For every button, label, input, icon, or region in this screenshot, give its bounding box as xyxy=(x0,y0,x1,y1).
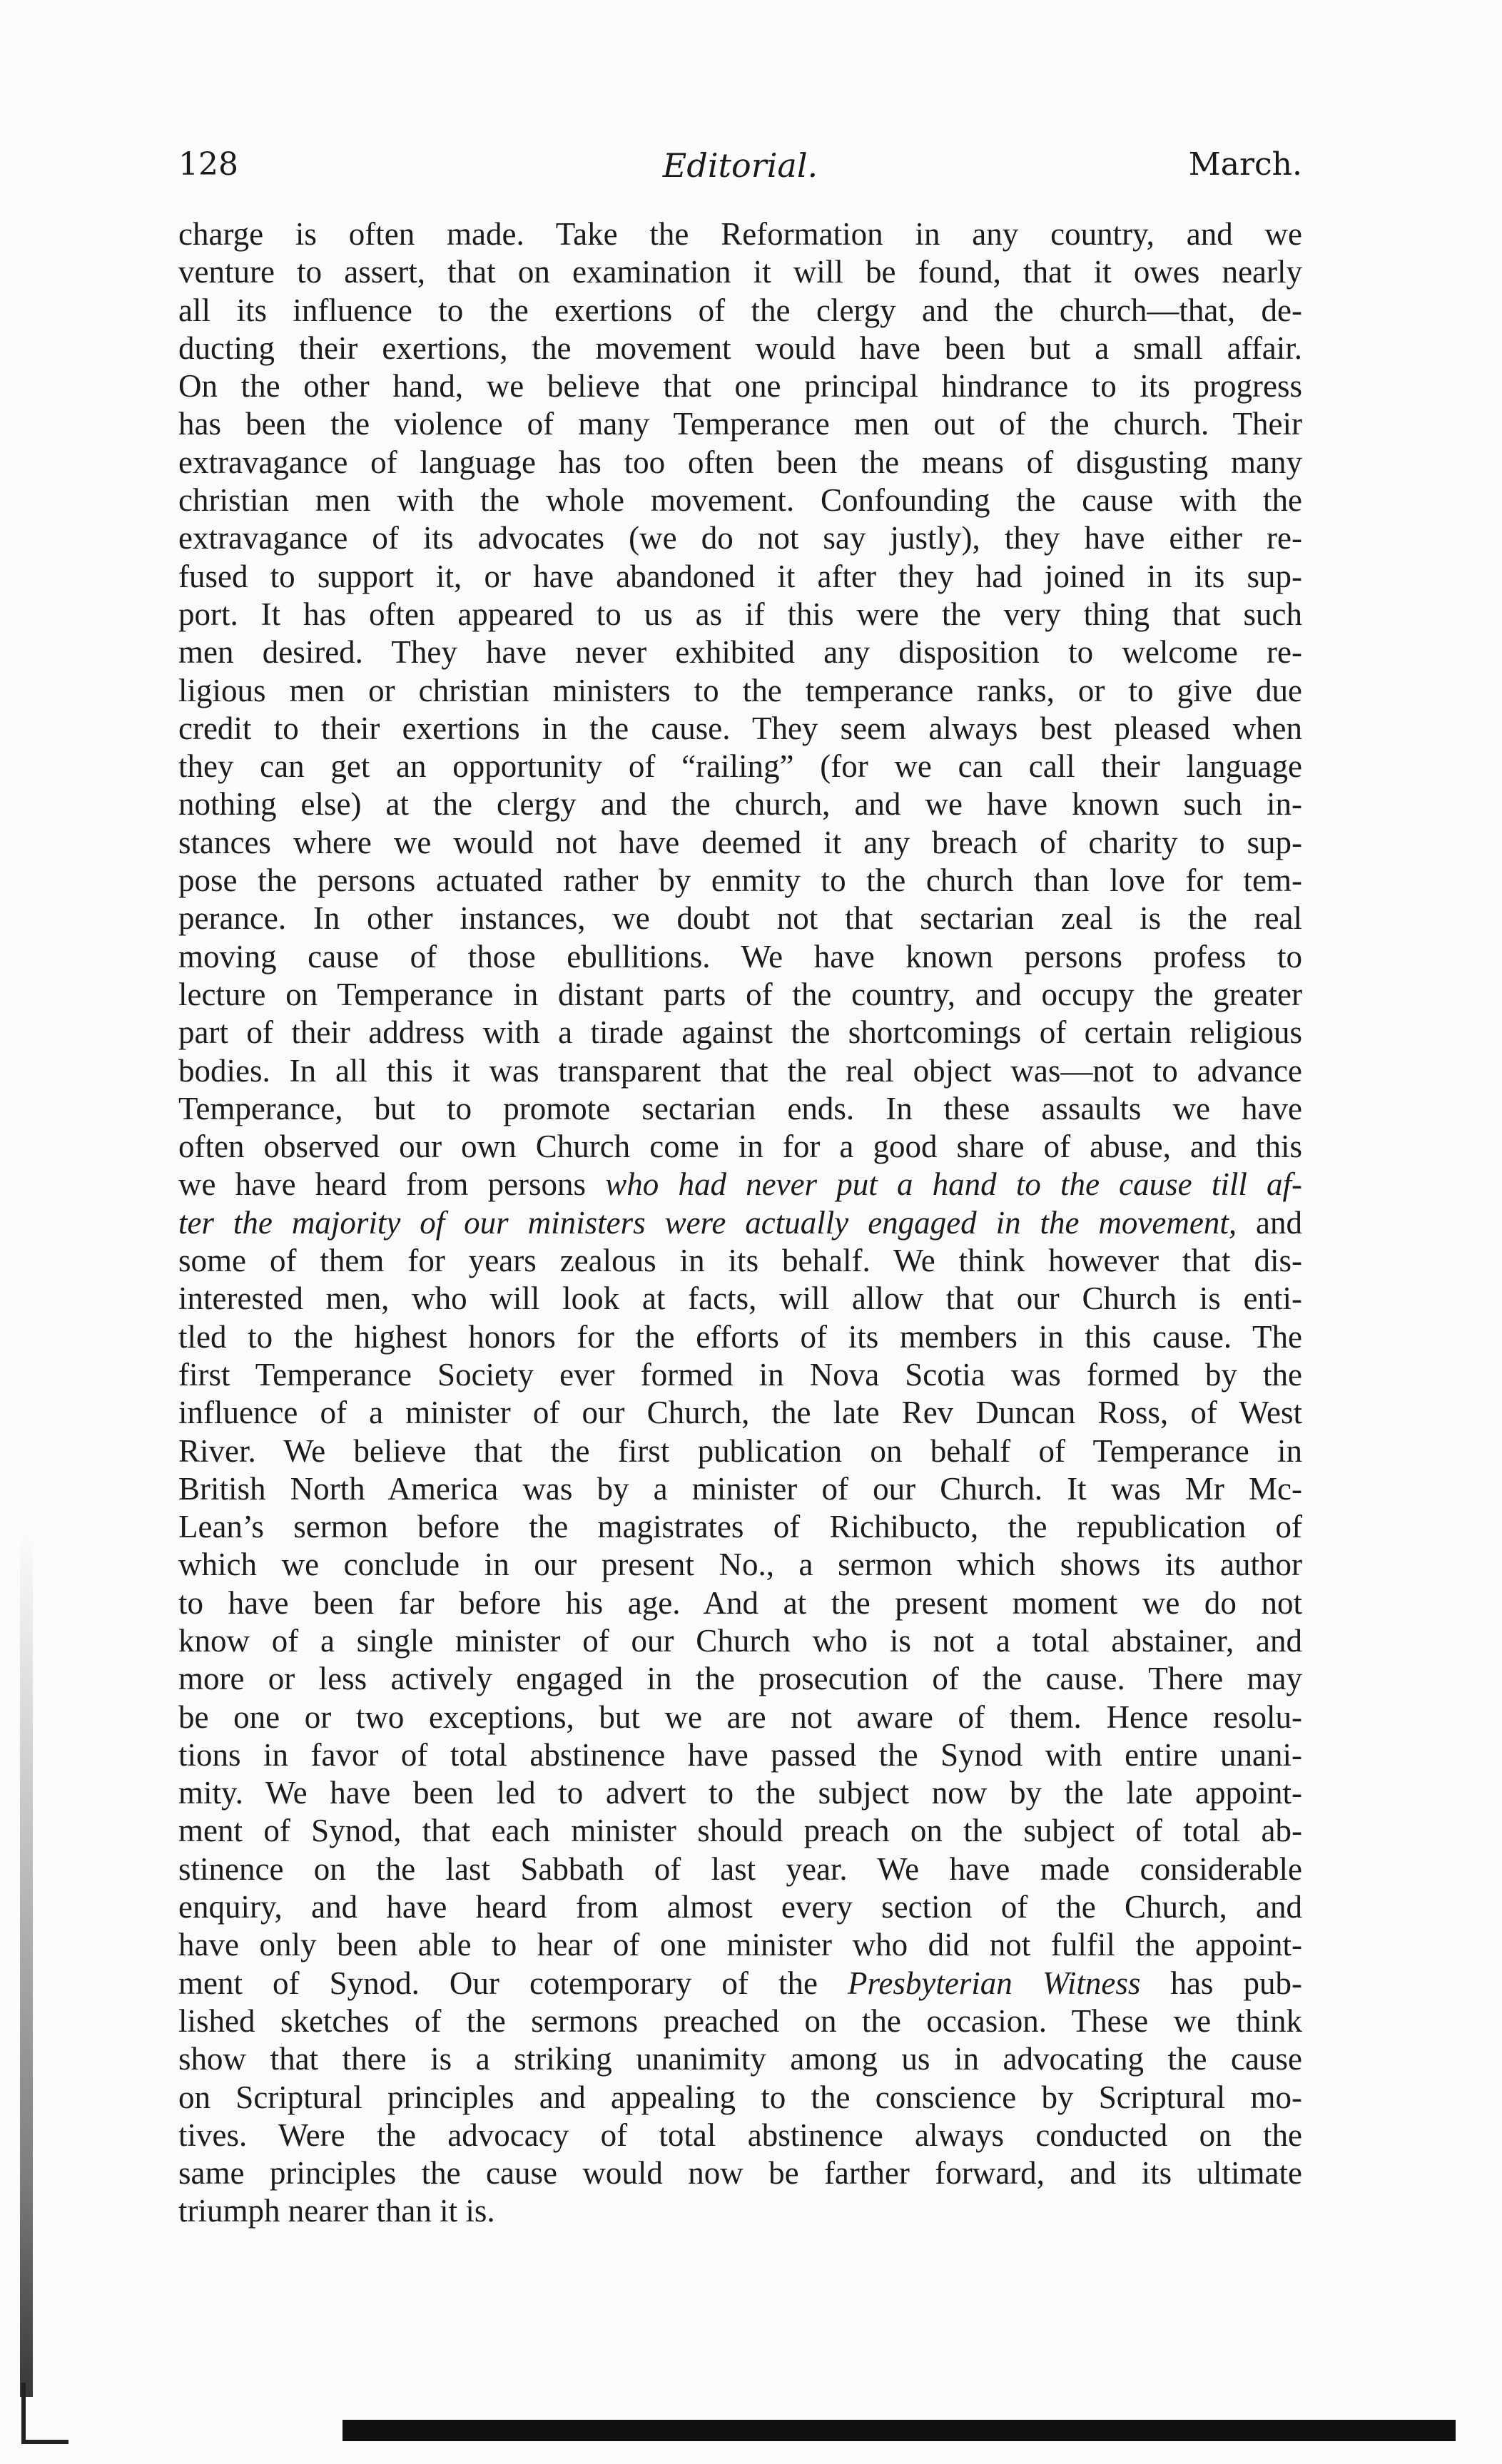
text-run: ducting their exertions, the movement would have been but a small affair. xyxy=(178,330,1302,366)
text-line xyxy=(178,2040,1302,2078)
corner-scan-mark xyxy=(21,2383,68,2444)
text-line xyxy=(178,1508,1302,1546)
text-run: to have been far before his age. And at the present moment we do not xyxy=(178,1584,1302,1621)
text-run: first Temperance Society ever formed in Nova Scotia was formed by the xyxy=(178,1356,1302,1393)
text-run: stances where we would not have deemed it any breach of charity to sup- xyxy=(178,824,1302,860)
text-line xyxy=(178,710,1302,748)
text-line xyxy=(178,748,1302,785)
text-line xyxy=(178,596,1302,633)
text-line xyxy=(178,2192,1302,2230)
text-run: all its influence to the exertions of the clergy and the church—that, de- xyxy=(178,292,1302,328)
text-line xyxy=(178,1926,1302,1964)
text-run: stinence on the last Sabbath of last year. We have made considerable xyxy=(178,1850,1302,1887)
text-line xyxy=(178,1014,1302,1052)
text-line xyxy=(178,253,1302,291)
text-line xyxy=(178,785,1302,823)
text-line xyxy=(178,1546,1302,1584)
italic-text-run: who had never put a hand to the cause till af- xyxy=(605,1166,1302,1203)
text-run: ment of Synod, that each minister should preach on the subject of total ab- xyxy=(178,1813,1302,1849)
text-line xyxy=(178,1242,1302,1280)
bottom-scan-rule xyxy=(342,2420,1456,2441)
text-line xyxy=(178,633,1302,671)
text-line xyxy=(178,405,1302,443)
text-line xyxy=(178,976,1302,1014)
text-line xyxy=(178,292,1302,330)
text-run: pose the persons actuated rather by enmity to the church than love for tem- xyxy=(178,862,1302,899)
text-run: know of a single minister of our Church who is not a total abstainer, and xyxy=(178,1622,1302,1659)
text-run: often observed our own Church come in for a good share of abuse, and this xyxy=(178,1129,1302,1165)
text-line xyxy=(178,1965,1302,2002)
text-line xyxy=(178,2117,1302,2154)
text-line xyxy=(178,862,1302,900)
text-line xyxy=(178,367,1302,405)
text-line xyxy=(178,1394,1302,1432)
page-number: 128 xyxy=(178,146,238,183)
text-run: has been the violence of many Temperance men out of the church. Their xyxy=(178,406,1302,442)
margin-scan-artifact xyxy=(20,1534,33,2397)
text-run: mity. We have been led to advert to the subject now by the late appoint- xyxy=(178,1775,1302,1811)
text-line xyxy=(178,2079,1302,2117)
text-run: which we conclude in our present No., a sermon which shows its author xyxy=(178,1547,1302,1583)
text-line xyxy=(178,1052,1302,1090)
text-line xyxy=(178,1128,1302,1166)
text-line xyxy=(178,1318,1302,1356)
text-run: on Scriptural principles and appealing to the conscience by Scriptural mo- xyxy=(178,2079,1302,2115)
text-line xyxy=(178,1584,1302,1622)
running-title: Editorial. xyxy=(662,146,818,185)
text-run: British North America was by a minister of our Church. It was Mr Mc- xyxy=(178,1470,1302,1507)
text-line xyxy=(178,1470,1302,1508)
text-line xyxy=(178,1888,1302,1926)
text-run: On the other hand, we believe that one principal hindrance to its progress xyxy=(178,368,1302,404)
text-run: they can get an opportunity of “railing” (for we can call their language xyxy=(178,748,1302,785)
text-run: show that there is a striking unanimity among us in advocating the cause xyxy=(178,2041,1302,2077)
running-head xyxy=(178,146,1302,189)
text-line xyxy=(178,215,1302,253)
text-line xyxy=(178,519,1302,557)
text-run: ment of Synod. Our cotemporary of the xyxy=(178,1965,848,2001)
text-run: nothing else) at the clergy and the church, and we have known such in- xyxy=(178,786,1302,823)
text-line xyxy=(178,900,1302,937)
text-run: extravagance of its advocates (we do not say justly), they have either re- xyxy=(178,520,1302,556)
text-run: Lean’s sermon before the magistrates of Richibucto, the republication of xyxy=(178,1509,1302,1545)
text-line xyxy=(178,1812,1302,1850)
text-line xyxy=(178,672,1302,710)
text-run: more or less actively engaged in the prosecution of the cause. There may xyxy=(178,1661,1302,1697)
text-run: Temperance, but to promote sectarian ends. In these assaults we have xyxy=(178,1090,1302,1126)
editorial-body-text xyxy=(178,215,1302,2231)
text-line xyxy=(178,2154,1302,2192)
text-run: River. We believe that the first publication on behalf of Temperance in xyxy=(178,1432,1302,1469)
text-line xyxy=(178,1774,1302,1812)
text-line xyxy=(178,330,1302,367)
text-run: moving cause of those ebullitions. We have known persons profess to xyxy=(178,938,1302,974)
text-run: christian men with the whole movement. Confounding the cause with the xyxy=(178,482,1302,519)
text-run: interested men, who will look at facts, will allow that our Church is enti- xyxy=(178,1281,1302,1317)
text-line xyxy=(178,1622,1302,1660)
text-line xyxy=(178,824,1302,862)
text-run: tives. Were the advocacy of total abstinence always conducted on the xyxy=(178,2117,1302,2153)
text-run: credit to their exertions in the cause. They seem always best pleased when xyxy=(178,710,1302,746)
text-line xyxy=(178,1850,1302,1888)
text-run: venture to assert, that on examination it will be found, that it owes nearly xyxy=(178,254,1302,290)
text-line xyxy=(178,1660,1302,1698)
text-run: some of them for years zealous in its behalf. We think however that dis- xyxy=(178,1243,1302,1279)
text-line xyxy=(178,938,1302,976)
text-line xyxy=(178,1204,1302,1242)
text-line xyxy=(178,2002,1302,2040)
text-line xyxy=(178,1432,1302,1470)
text-run: tled to the highest honors for the efforts of its members in this cause. The xyxy=(178,1318,1302,1355)
text-run: we have heard from persons xyxy=(178,1166,606,1203)
text-run: men desired. They have never exhibited any disposition to welcome re- xyxy=(178,634,1302,671)
text-line xyxy=(178,1090,1302,1128)
text-run: extravagance of language has too often been the means of disgusting many xyxy=(178,444,1302,480)
text-run: enquiry, and have heard from almost every section of the Church, and xyxy=(178,1889,1302,1925)
running-month: March. xyxy=(1188,146,1302,183)
text-run: and xyxy=(1237,1204,1302,1241)
text-run: be one or two exceptions, but we are not aware of them. Hence resolu- xyxy=(178,1699,1302,1735)
text-line xyxy=(178,558,1302,596)
text-run: port. It has often appeared to us as if this were the very thing that such xyxy=(178,596,1302,632)
text-run: lecture on Temperance in distant parts of the country, and occupy the greater xyxy=(178,976,1302,1012)
text-line xyxy=(178,1356,1302,1394)
text-run: fused to support it, or have abandoned it after they had joined in its sup- xyxy=(178,558,1302,594)
text-run: bodies. In all this it was transparent that the real object was—not to advance xyxy=(178,1052,1302,1089)
text-line xyxy=(178,1699,1302,1736)
italic-text-run: ter the majority of our ministers were actually engaged in the movement, xyxy=(178,1204,1237,1241)
text-run: perance. In other instances, we doubt not that sectarian zeal is the real xyxy=(178,900,1302,937)
text-run: tions in favor of total abstinence have passed the Synod with entire unani- xyxy=(178,1736,1302,1773)
text-line xyxy=(178,444,1302,482)
text-run: triumph nearer than it is. xyxy=(178,2193,495,2229)
text-run: lished sketches of the sermons preached on the occasion. These we think xyxy=(178,2002,1302,2039)
text-run: has pub- xyxy=(1140,1965,1302,2001)
text-run: part of their address with a tirade against the shortcomings of certain religious xyxy=(178,1014,1302,1051)
italic-text-run: Presbyterian Witness xyxy=(848,1965,1141,2001)
text-line xyxy=(178,1166,1302,1203)
text-line xyxy=(178,1736,1302,1774)
text-run: ligious men or christian ministers to the temperance ranks, or to give due xyxy=(178,672,1302,708)
text-line xyxy=(178,482,1302,519)
text-line xyxy=(178,1280,1302,1318)
text-run: have only been able to hear of one minister who did not fulfil the appoint- xyxy=(178,1927,1302,1963)
text-run: charge is often made. Take the Reformation in any country, and we xyxy=(178,216,1302,252)
text-run: same principles the cause would now be farther forward, and its ultimate xyxy=(178,2155,1302,2191)
text-run: influence of a minister of our Church, the late Rev Duncan Ross, of West xyxy=(178,1395,1302,1431)
